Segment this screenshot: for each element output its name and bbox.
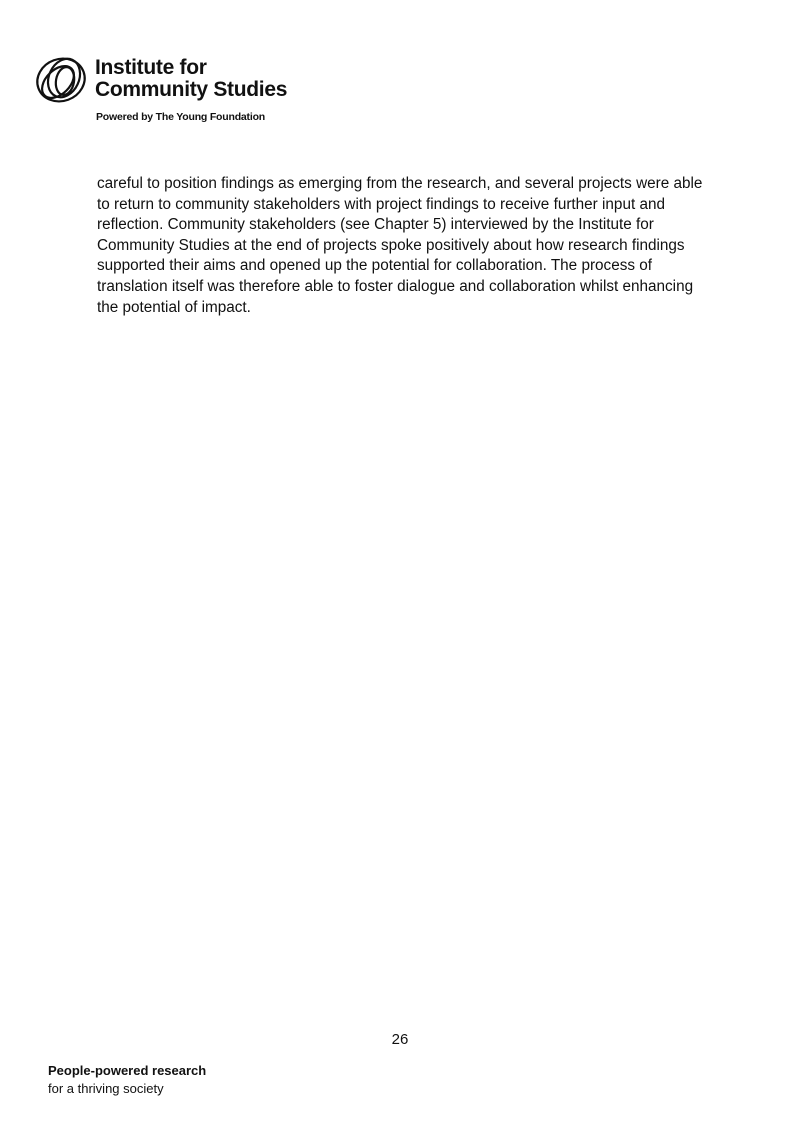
organization-name-line2: Community Studies xyxy=(95,78,288,101)
organization-logo xyxy=(34,54,324,124)
page-number: 26 xyxy=(391,1031,409,1048)
organization-name xyxy=(95,57,287,101)
footer-slogan-line1: People-powered research xyxy=(48,1063,207,1078)
organization-name-line1: Institute for xyxy=(95,56,207,79)
footer-slogan-line2: for a thriving society xyxy=(48,1081,164,1096)
body-paragraph: careful to position findings as emerging from the research, and several projects were able to return to community stakeholders with project findings to receive further input and reflection. Community stakeholders (see Chapter 5) interviewed by the Institute for Community Studies at the end of projects spoke positively about how research findings supported their aims and opened up the potential for collaboration. The process of translation itself was therefore able to foster dialogue and collaboration whilst enhancing the potential of impact. xyxy=(97,175,703,316)
footer-slogan xyxy=(48,1062,206,1098)
organization-tagline: Powered by The Young Foundation xyxy=(96,111,265,123)
interlocking-rings-icon xyxy=(34,54,90,106)
